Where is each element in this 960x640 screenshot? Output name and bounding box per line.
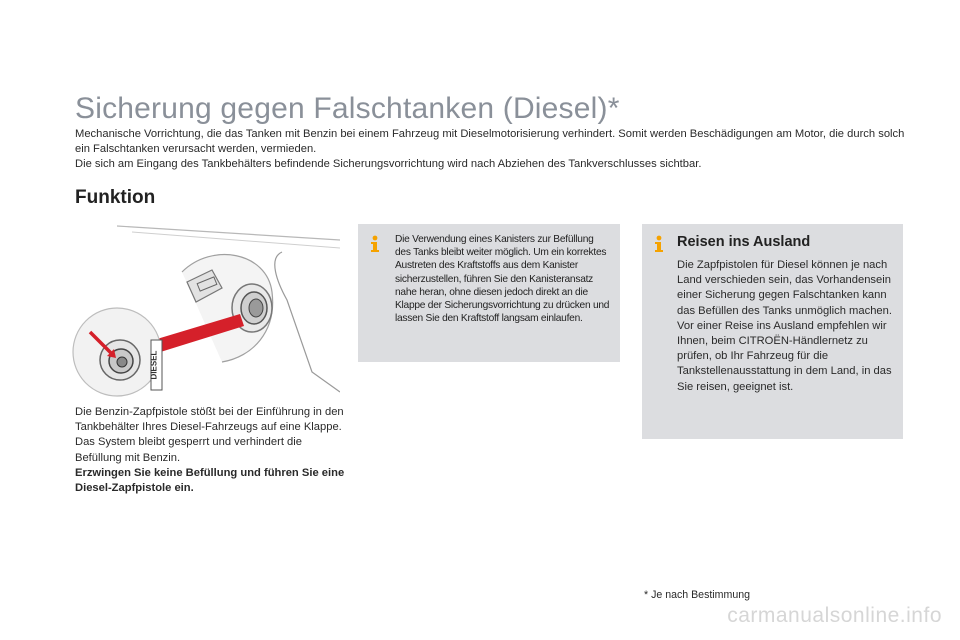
info-icon: [651, 235, 667, 253]
info-box-canister: [358, 224, 620, 362]
fuel-filler-illustration: [72, 222, 340, 400]
intro-paragraph-1: Mechanische Vorrichtung, die das Tanken mit Benzin bei einem Fahrzeug mit Dieselmotorisierung verhindert. Somit werden Beschädigungen am Motor, die durch solch ein Falschtanken verursacht werden, vermieden.: [75, 128, 905, 155]
abroad-paragraph-1: Die Zapfpistolen für Diesel können je nach Land verschieden sein, das Vorhandensein einer Sicherung gegen Falschtanken kann das Befüllen des Tanks unmöglich machen.: [677, 259, 892, 317]
canister-note: Die Verwendung eines Kanisters zur Befüllung des Tanks bleibt weiter möglich. Um ein korrektes Austreten des Kraftstoffs aus dem Kanister sicherzustellen, führen Sie den Kanisteransatz nahe heran, ohne diesen jedoch direkt an die Klappe der Sicherungsvorrichtung zu drücken und lassen Sie den Kraftstoff langsam einlaufen.: [395, 234, 610, 325]
detail-flap: [117, 357, 127, 367]
info-box-abroad: [642, 224, 903, 439]
function-body: Die Benzin-Zapfpistole stößt bei der Einführung in den Tankbehälter Ihres Diesel-Fahrzeugs auf eine Klappe. Das System bleibt gesperrt und verhindert die Befüllung mit Benzin.: [75, 406, 344, 464]
abroad-paragraph-2: Vor einer Reise ins Ausland empfehlen wir Ihnen, beim CITROËN-Händlernetz zu prüfen, ob Ihr Fahrzeug für die Tankstellenausstattung in dem Land, in das Sie reisen, geeignet ist.: [677, 319, 892, 393]
function-description: [75, 405, 345, 496]
watermark: carmanualsonline.info: [727, 604, 942, 627]
filler-flap-outline: [275, 252, 340, 392]
abroad-text: [677, 258, 893, 395]
filler-neck-core: [249, 299, 263, 317]
function-warning: Erzwingen Sie keine Befüllung und führen Sie eine Diesel-Zapfpistole ein.: [75, 466, 345, 495]
footnote: * Je nach Bestimmung: [644, 589, 750, 601]
info-icon: [367, 235, 383, 253]
abroad-title: Reisen ins Ausland: [677, 234, 811, 250]
intro-paragraph-2: Die sich am Eingang des Tankbehälters befindende Sicherungsvorrichtung wird nach Abziehen des Tankverschlusses sichtbar.: [75, 158, 702, 170]
body-panel-line: [132, 232, 340, 248]
intro-text: [75, 127, 905, 172]
page-title: Sicherung gegen Falschtanken (Diesel)*: [75, 92, 620, 125]
diesel-label: DIESEL: [149, 350, 159, 380]
section-title: Funktion: [75, 187, 156, 208]
